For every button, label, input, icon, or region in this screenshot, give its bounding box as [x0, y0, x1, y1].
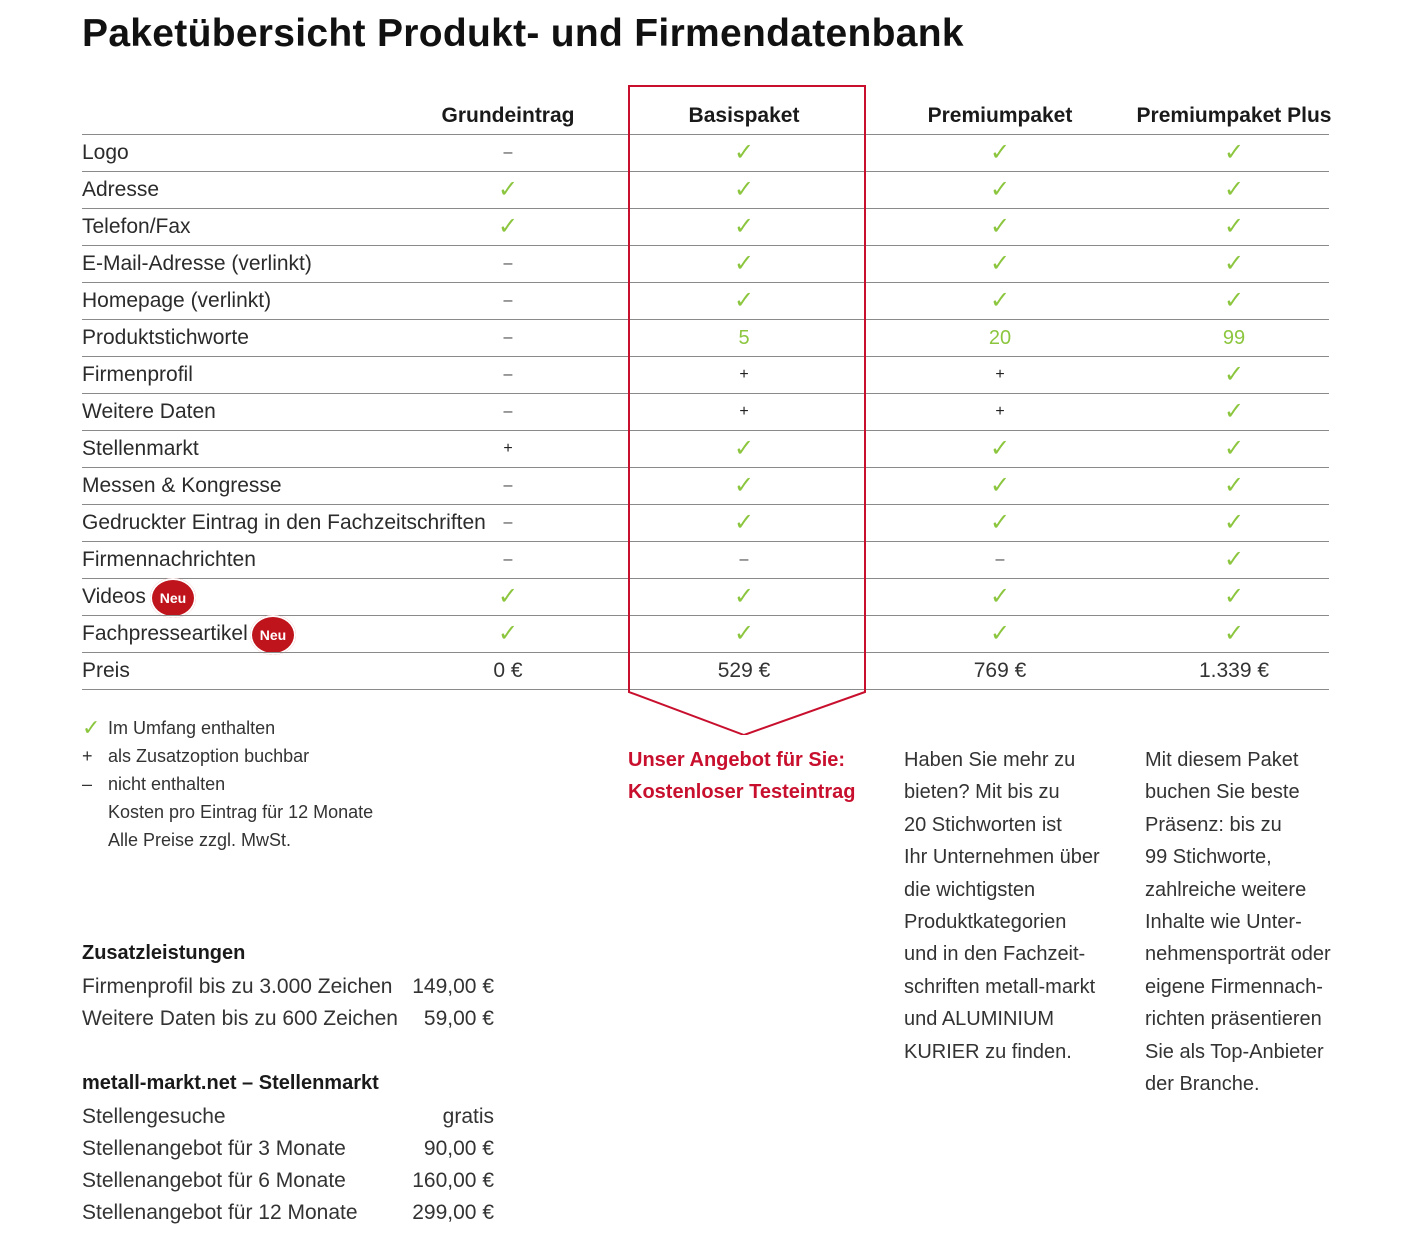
legend-text: als Zusatzoption buchbar	[108, 746, 310, 766]
check-icon: ✓	[733, 583, 755, 610]
dash-icon: –	[995, 551, 1005, 568]
count-cell: 20	[988, 327, 1012, 349]
stellenmarkt-item	[82, 1197, 494, 1229]
dash-icon: –	[503, 255, 513, 272]
dash-icon: –	[503, 144, 513, 161]
check-icon: ✓	[1223, 250, 1245, 277]
description-line: und in den Fachzeit-	[904, 943, 1086, 966]
check-icon: ✓	[733, 213, 755, 240]
stellenmarkt-item	[82, 1133, 494, 1165]
check-icon: ✓	[497, 176, 519, 203]
description-line: Präsenz: bis zu	[1145, 813, 1282, 836]
price-cell: 1.339 €	[1198, 659, 1270, 682]
stellenmarkt-heading: metall-markt.net – Stellenmarkt	[82, 1072, 379, 1094]
row-label: Homepage (verlinkt)	[82, 289, 272, 312]
new-badge: Neu	[150, 578, 196, 618]
dash-icon: –	[503, 292, 513, 309]
stellenmarkt-item-price: 160,00 €	[412, 1169, 494, 1192]
check-icon: ✓	[989, 139, 1011, 166]
row-label: Adresse	[82, 178, 160, 201]
stellenmarkt-item-label: Stellenangebot für 6 Monate	[82, 1169, 346, 1192]
check-icon: ✓	[1223, 176, 1245, 203]
check-icon: ✓	[82, 715, 101, 740]
row-label: Preis	[82, 659, 130, 682]
legend-text: Alle Preise zzgl. MwSt.	[108, 830, 292, 850]
column-header-premiumpaket-plus: Premiumpaket Plus	[1136, 104, 1332, 127]
check-icon: ✓	[1223, 620, 1245, 647]
zusatz-item-price: 149,00 €	[412, 975, 494, 998]
check-icon: ✓	[497, 583, 519, 610]
description-line: eigene Firmennach-	[1145, 975, 1323, 998]
stellenmarkt-item-label: Stellengesuche	[82, 1105, 226, 1128]
offer-callout	[628, 744, 855, 808]
dash-icon: –	[503, 329, 513, 346]
dash-icon: –	[503, 551, 513, 568]
plus-icon: +	[739, 366, 749, 383]
price-cell: 769 €	[973, 659, 1027, 682]
check-icon: ✓	[989, 213, 1011, 240]
stellenmarkt-item-price: 90,00 €	[423, 1137, 494, 1160]
check-icon: ✓	[1223, 435, 1245, 462]
description-line: Sie als Top-Anbieter	[1145, 1040, 1324, 1063]
check-icon: ✓	[497, 620, 519, 647]
check-icon: ✓	[1223, 546, 1245, 573]
dash-icon: –	[82, 774, 93, 794]
check-icon: ✓	[733, 176, 755, 203]
row-label: Produktstichworte	[82, 326, 249, 349]
check-icon: ✓	[1223, 583, 1245, 610]
count-cell: 99	[1222, 327, 1246, 349]
check-icon: ✓	[1223, 472, 1245, 499]
row-label: Firmennachrichten	[82, 548, 256, 571]
zusatz-item-label: Weitere Daten bis zu 600 Zeichen	[82, 1007, 398, 1030]
basispaket-highlight-frame	[628, 85, 866, 735]
column-header-basispaket: Basispaket	[688, 104, 800, 127]
page-title: Paketübersicht Produkt- und Firmendatenbank	[82, 12, 964, 55]
price-cell: 0 €	[493, 659, 523, 682]
description-line: Mit diesem Paket	[1145, 749, 1299, 771]
premium-plus-description	[1145, 744, 1331, 1100]
row-label: E-Mail-Adresse (verlinkt)	[82, 252, 312, 275]
check-icon: ✓	[733, 139, 755, 166]
check-icon: ✓	[989, 583, 1011, 610]
zusatz-item-price: 59,00 €	[423, 1007, 494, 1030]
dash-icon: –	[503, 514, 513, 531]
column-header-premiumpaket: Premiumpaket	[927, 104, 1073, 127]
row-label: Logo	[82, 141, 129, 164]
stellenmarkt-item-price: gratis	[442, 1105, 494, 1128]
count-cell: 5	[738, 327, 750, 349]
column-header-grundeintrag: Grundeintrag	[441, 104, 575, 127]
check-icon: ✓	[733, 250, 755, 277]
description-line: buchen Sie beste	[1145, 781, 1300, 804]
check-icon: ✓	[733, 509, 755, 536]
zusatz-item-label: Firmenprofil bis zu 3.000 Zeichen	[82, 975, 393, 998]
stellenmarkt-item-label: Stellenangebot für 12 Monate	[82, 1201, 358, 1224]
stellenmarkt-item	[82, 1165, 494, 1197]
check-icon: ✓	[989, 287, 1011, 314]
check-icon: ✓	[733, 620, 755, 647]
check-icon: ✓	[497, 213, 519, 240]
description-line: bieten? Mit bis zu	[904, 781, 1060, 804]
row-label: Stellenmarkt	[82, 437, 199, 460]
row-label: Messen & Kongresse	[82, 474, 282, 497]
check-icon: ✓	[1223, 398, 1245, 425]
description-line: richten präsentieren	[1145, 1008, 1322, 1031]
price-cell: 529 €	[717, 659, 771, 682]
description-line: die wichtigsten	[904, 878, 1036, 901]
description-line: nehmensporträt oder	[1145, 943, 1331, 966]
dash-icon: –	[503, 477, 513, 494]
row-label: Telefon/Fax	[82, 215, 191, 238]
row-label: Fachpresseartikel	[82, 622, 248, 645]
description-line: Haben Sie mehr zu	[904, 749, 1076, 771]
row-label: Videos	[82, 585, 146, 608]
check-icon: ✓	[989, 435, 1011, 462]
offer-line-2: Kostenloser Testeintrag	[628, 781, 856, 803]
description-line: 99 Stichworte,	[1145, 846, 1272, 869]
zusatz-item	[82, 1003, 494, 1035]
check-icon: ✓	[733, 287, 755, 314]
check-icon: ✓	[989, 250, 1011, 277]
check-icon: ✓	[989, 620, 1011, 647]
dash-icon: –	[739, 551, 749, 568]
legend-text: Im Umfang enthalten	[108, 718, 276, 738]
description-line: Ihr Unternehmen über	[904, 846, 1100, 869]
new-badge: Neu	[250, 615, 296, 655]
plus-icon: +	[82, 746, 93, 766]
zusatz-item	[82, 971, 494, 1003]
check-icon: ✓	[1223, 509, 1245, 536]
check-icon: ✓	[733, 435, 755, 462]
plus-icon: +	[995, 403, 1005, 420]
check-icon: ✓	[1223, 287, 1245, 314]
stellenmarkt-item-price: 299,00 €	[412, 1201, 494, 1224]
stellenmarkt-item-label: Stellenangebot für 3 Monate	[82, 1137, 346, 1160]
dash-icon: –	[503, 403, 513, 420]
check-icon: ✓	[1223, 213, 1245, 240]
check-icon: ✓	[989, 509, 1011, 536]
description-line: der Branche.	[1145, 1073, 1260, 1096]
description-line: schriften metall-markt	[904, 975, 1096, 998]
plus-icon: +	[995, 366, 1005, 383]
stellenmarkt-item	[82, 1101, 494, 1133]
description-line: 20 Stichworten ist	[904, 813, 1062, 836]
plus-icon: +	[739, 403, 749, 420]
legend-text: nicht enthalten	[108, 774, 226, 794]
check-icon: ✓	[1223, 361, 1245, 388]
plus-icon: +	[503, 440, 513, 457]
zusatz-heading: Zusatzleistungen	[82, 942, 246, 964]
check-icon: ✓	[989, 472, 1011, 499]
check-icon: ✓	[733, 472, 755, 499]
description-line: zahlreiche weitere	[1145, 878, 1307, 901]
offer-line-1: Unser Angebot für Sie:	[628, 749, 846, 771]
row-label: Weitere Daten	[82, 400, 216, 423]
description-line: Inhalte wie Unter-	[1145, 911, 1302, 934]
description-line: KURIER zu finden.	[904, 1040, 1072, 1063]
row-label: Firmenprofil	[82, 363, 193, 386]
row-label: Gedruckter Eintrag in den Fachzeitschriften	[82, 511, 486, 534]
description-line: und ALUMINIUM	[904, 1008, 1055, 1031]
description-line: Produktkategorien	[904, 911, 1067, 934]
check-icon: ✓	[1223, 139, 1245, 166]
legend-text: Kosten pro Eintrag für 12 Monate	[108, 802, 374, 822]
premium-description	[904, 744, 1100, 1068]
dash-icon: –	[503, 366, 513, 383]
check-icon: ✓	[989, 176, 1011, 203]
